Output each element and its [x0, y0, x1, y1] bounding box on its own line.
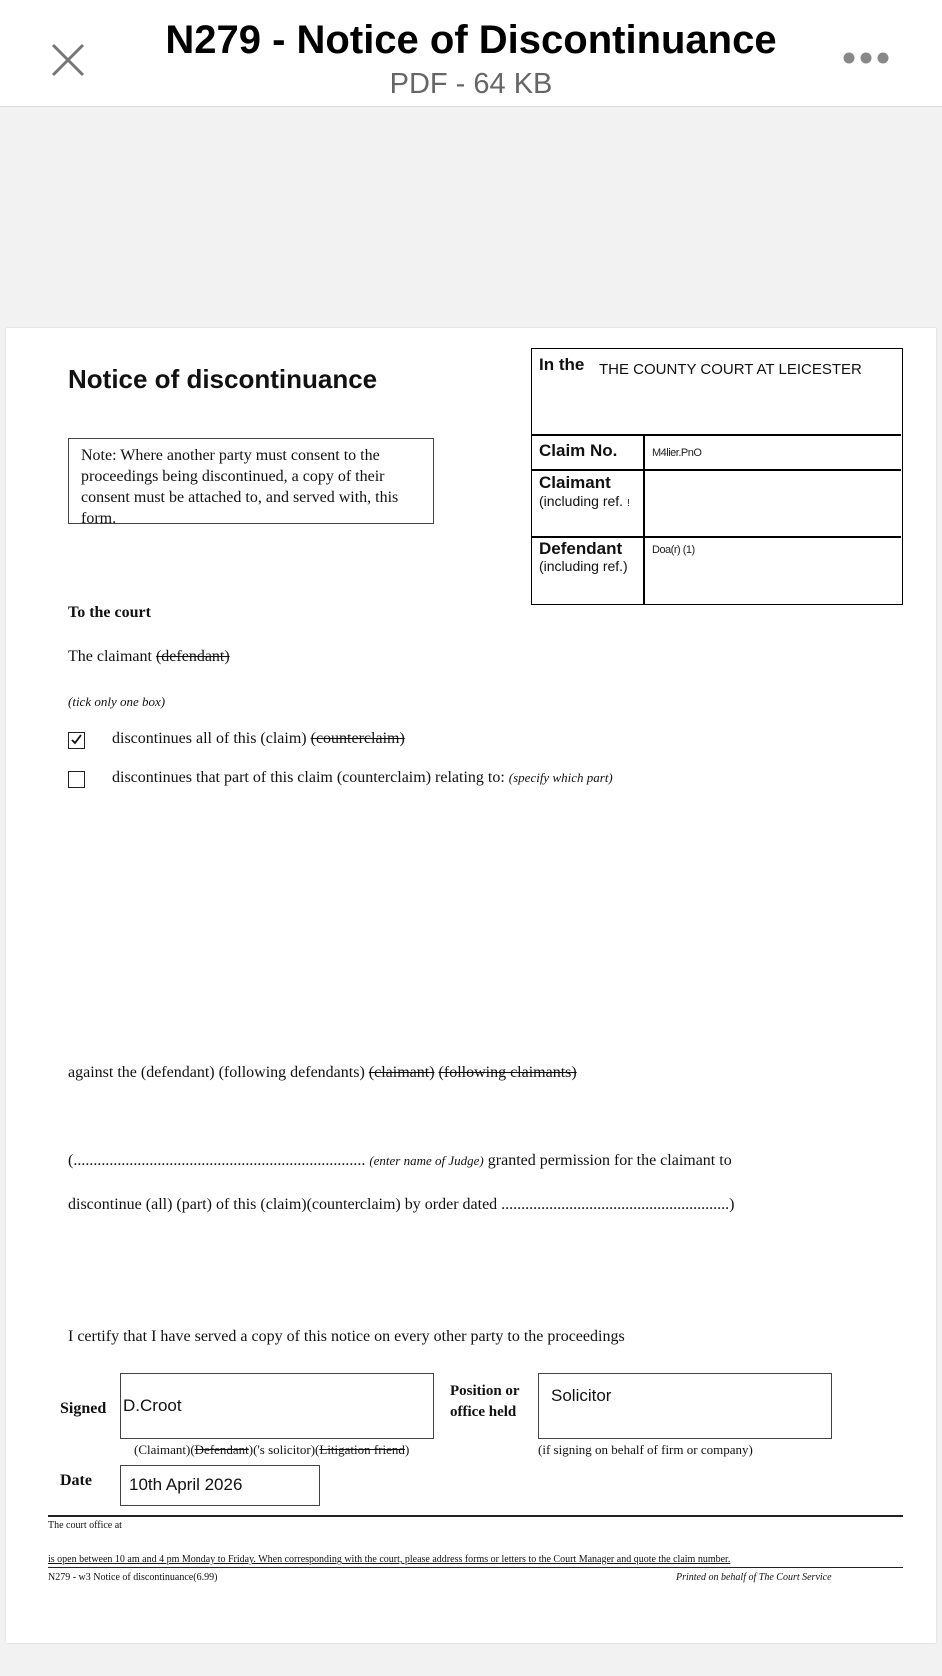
footer-rule: [48, 1567, 903, 1568]
document-title: N279 - Notice of Discontinuance: [165, 18, 777, 62]
claimant-line: [68, 648, 230, 666]
court-info-table: [531, 348, 903, 605]
opening-hours: is open between 10 am and 4 pm Monday to Friday. When corresponding with the court, please address forms or letters to the Court Manager and quote the claim number.: [48, 1554, 731, 1565]
signer-claimant: (Claimant)(: [134, 1442, 195, 1457]
claimant-text: The claimant: [68, 648, 152, 665]
defendant-label: Defendant: [539, 539, 623, 558]
date-label: Date: [60, 1472, 92, 1489]
position-note: (if signing on behalf of firm or company): [538, 1442, 753, 1457]
claim-no-value: M4lier.PnO: [652, 447, 702, 459]
consent-note: Note: Where another party must consent to the proceedings being discontinued, a copy of their consent must be attached to, and served with, this form.: [68, 438, 434, 524]
signer-close: ): [404, 1442, 410, 1457]
defendant-value: Doa(r) (1): [652, 544, 695, 556]
option-part-hint: (specify which part): [508, 770, 613, 785]
signer-capacity: [134, 1442, 409, 1458]
court-name: THE COUNTY COURT AT LEICESTER: [599, 361, 862, 378]
option-all-text: discontinues all of this (claim): [112, 730, 307, 747]
judge-hint: (enter name of Judge): [369, 1153, 484, 1168]
top-bar: [0, 0, 942, 107]
table-divider: [532, 469, 901, 471]
to-the-court: To the court: [68, 604, 151, 621]
certify-statement: I certify that I have served a copy of this notice on every other party to the proceedings: [68, 1328, 625, 1345]
discontinue-line: discontinue (all) (part) of this (claim)(counterclaim) by order dated .........................................................): [68, 1196, 735, 1213]
signed-label: Signed: [60, 1400, 107, 1417]
defendant-struck: (defendant): [155, 648, 230, 665]
form-title: Notice of discontinuance: [68, 364, 378, 394]
following-claimants-struck: (following claimants): [438, 1064, 577, 1081]
signature-value: D.Croot: [123, 1396, 182, 1415]
more-options-icon[interactable]: [842, 48, 894, 68]
position-value: Solicitor: [551, 1386, 612, 1405]
claimant-struck: (claimant): [368, 1064, 435, 1081]
position-label: [450, 1381, 520, 1423]
position-field[interactable]: [538, 1373, 832, 1439]
signer-defendant-struck: Defendant: [194, 1442, 249, 1457]
claim-no-label: Claim No.: [539, 441, 618, 460]
option-part-label: [112, 769, 613, 787]
option-all-label: [112, 730, 405, 748]
table-divider: [532, 536, 901, 538]
position-label-line1: Position or: [450, 1383, 520, 1399]
judge-text: granted permission for the claimant to: [487, 1152, 732, 1169]
signature-field[interactable]: [120, 1373, 434, 1439]
position-label-line2: office held: [450, 1404, 517, 1420]
tick-instruction: (tick only one box): [68, 694, 166, 709]
signer-solicitor: )('s solicitor)(: [248, 1442, 320, 1457]
option-part-checkbox[interactable]: [68, 771, 85, 788]
against-text: against the (defendant) (following defendants): [68, 1064, 365, 1081]
defendant-ref-label: (including ref.): [539, 558, 628, 574]
against-line: [68, 1064, 577, 1082]
date-field[interactable]: [120, 1465, 320, 1506]
table-divider: [643, 434, 645, 604]
judge-line: [68, 1152, 732, 1170]
option-all-checkbox[interactable]: [68, 732, 85, 749]
court-office-label: The court office at: [48, 1520, 122, 1531]
form-code: N279 - w3 Notice of discontinuance(6.99): [48, 1572, 218, 1583]
date-value: 10th April 2026: [129, 1475, 243, 1494]
court-label: In the: [539, 355, 585, 374]
footer-rule: [48, 1515, 903, 1517]
claimant-label: Claimant: [539, 473, 611, 492]
signer-litigation-struck: Litigation friend: [319, 1442, 405, 1457]
judge-dots: (.........................................................................: [68, 1152, 366, 1169]
option-part-text: discontinues that part of this claim (counterclaim) relating to:: [112, 769, 505, 786]
document-page: [6, 328, 936, 1643]
printed-by: Printed on behalf of The Court Service: [676, 1572, 832, 1583]
claimant-ref-mark: !: [626, 498, 630, 509]
counterclaim-struck: (counterclaim): [310, 730, 405, 747]
claimant-ref-label: [539, 493, 630, 509]
table-divider: [532, 434, 901, 436]
document-subtitle: PDF - 64 KB: [389, 68, 553, 100]
claimant-ref-text: (including ref.: [539, 493, 624, 509]
